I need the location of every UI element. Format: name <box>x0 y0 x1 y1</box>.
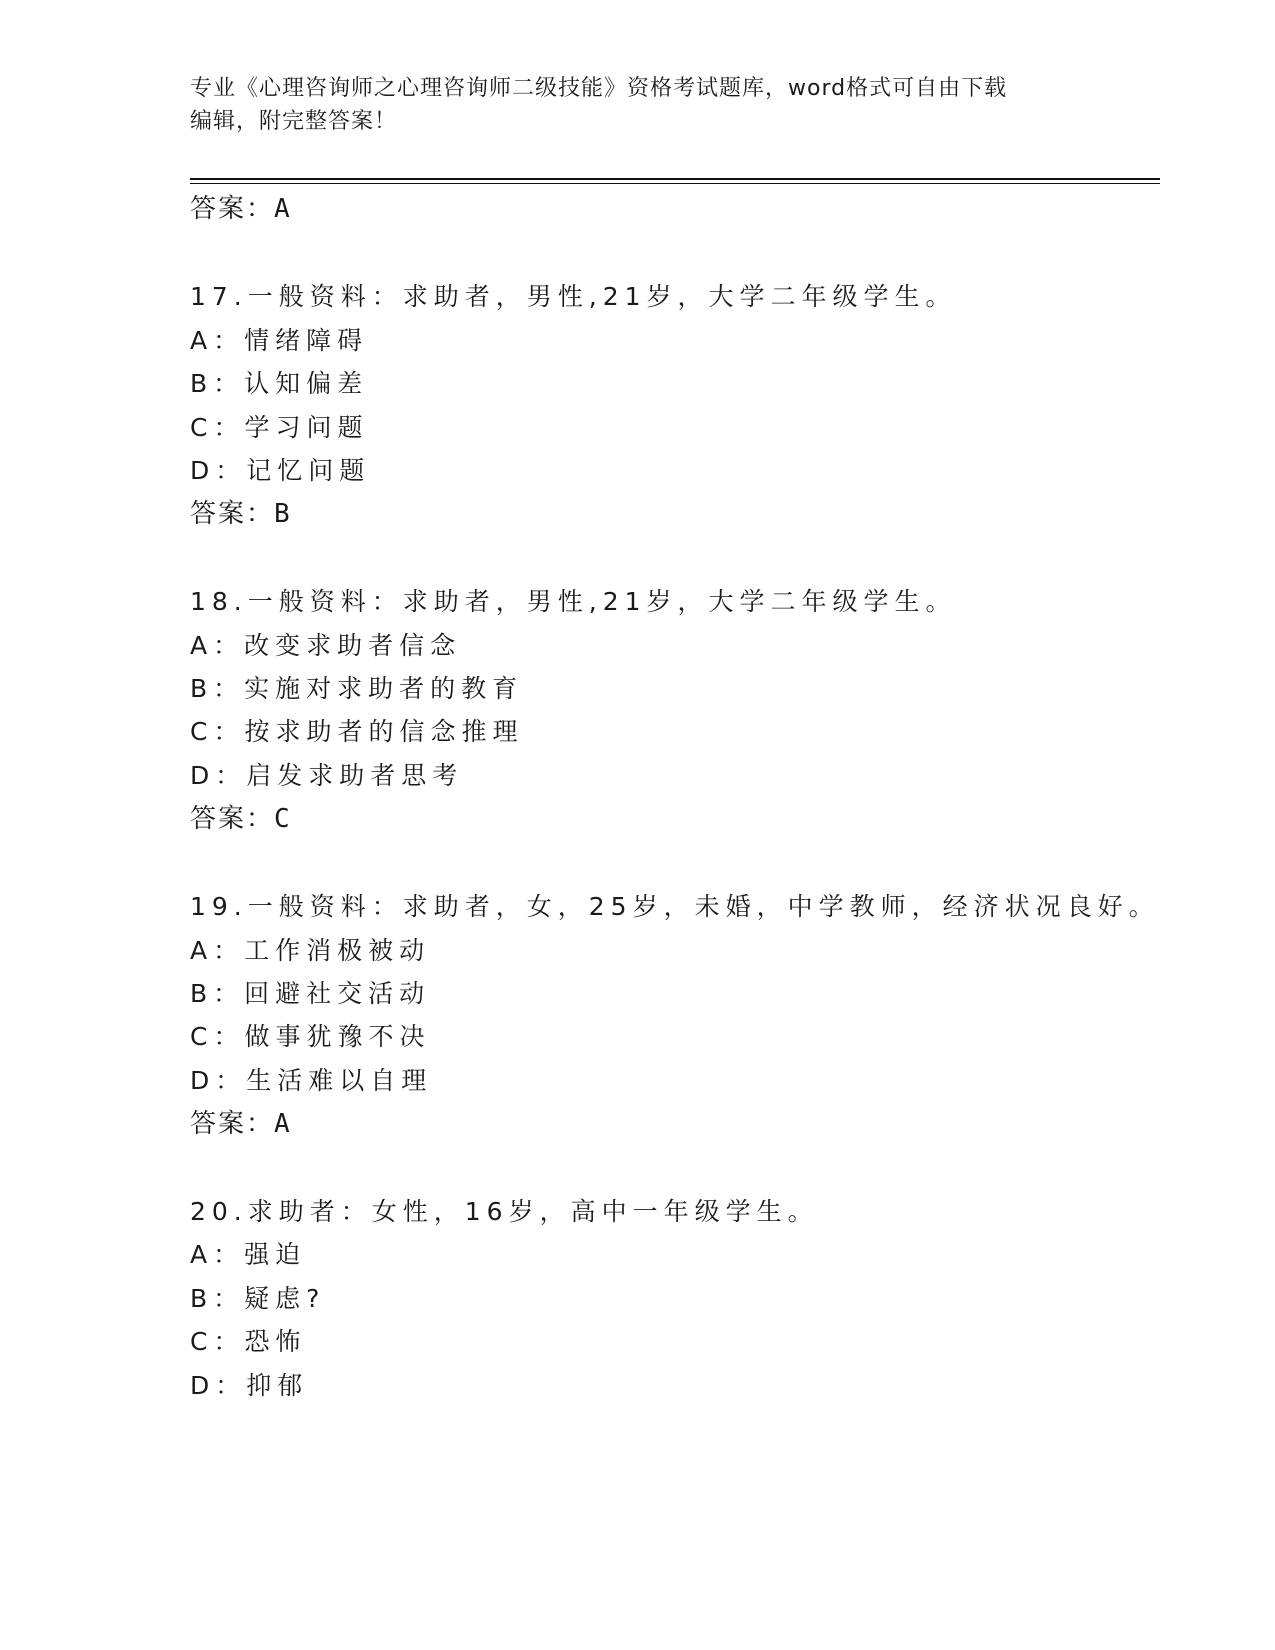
question-option: B：回避社交活动 <box>190 979 431 1008</box>
question-stem: 18.一般资料：求助者，男性,21岁，大学二年级学生。 <box>190 587 957 616</box>
question-option: D：抑郁 <box>190 1371 309 1400</box>
answer-line <box>190 193 290 225</box>
answer-value: C <box>274 804 290 834</box>
answer-label: 答案： <box>190 499 275 529</box>
document-header <box>190 72 1090 138</box>
answer-label: 答案： <box>190 1109 275 1139</box>
question-option: A：工作消极被动 <box>190 936 431 965</box>
question-option: B：认知偏差 <box>190 369 369 398</box>
answer-label: 答案： <box>190 194 275 224</box>
header-line-2: 编辑，附完整答案！ <box>190 109 398 134</box>
answer-value: A <box>274 1109 290 1139</box>
answer-line <box>190 803 290 835</box>
header-line-1: 专业《心理咨询师之心理咨询师二级技能》资格考试题库，word格式可自由下载 <box>190 76 1008 101</box>
question-stem: 19.一般资料：求助者，女，25岁，未婚，中学教师，经济状况良好。 <box>190 892 1160 921</box>
question-option: A：强迫 <box>190 1240 307 1269</box>
question-option: D：生活难以自理 <box>190 1066 433 1095</box>
answer-line <box>190 1108 290 1140</box>
question-option: B：疑虑? <box>190 1284 326 1313</box>
question-option: C：按求助者的信念推理 <box>190 717 524 746</box>
question-option: C：恐怖 <box>190 1327 307 1356</box>
question-option: C：做事犹豫不决 <box>190 1022 431 1051</box>
question-stem: 17.一般资料：求助者，男性,21岁，大学二年级学生。 <box>190 282 957 311</box>
question-option: D：记忆问题 <box>190 456 371 485</box>
question-option: D：启发求助者思考 <box>190 761 464 790</box>
question-option: B：实施对求助者的教育 <box>190 674 524 703</box>
answer-value: B <box>274 499 290 529</box>
question-option: C：学习问题 <box>190 413 369 442</box>
answer-value: A <box>274 194 290 224</box>
header-rule-thick <box>190 178 1160 180</box>
question-option: A：改变求助者信念 <box>190 631 462 660</box>
question-option: A：情绪障碍 <box>190 326 369 355</box>
answer-line <box>190 498 290 530</box>
question-stem: 20.求助者：女性，16岁，高中一年级学生。 <box>190 1197 819 1226</box>
answer-label: 答案： <box>190 804 275 834</box>
header-rule-thin <box>190 183 1160 184</box>
